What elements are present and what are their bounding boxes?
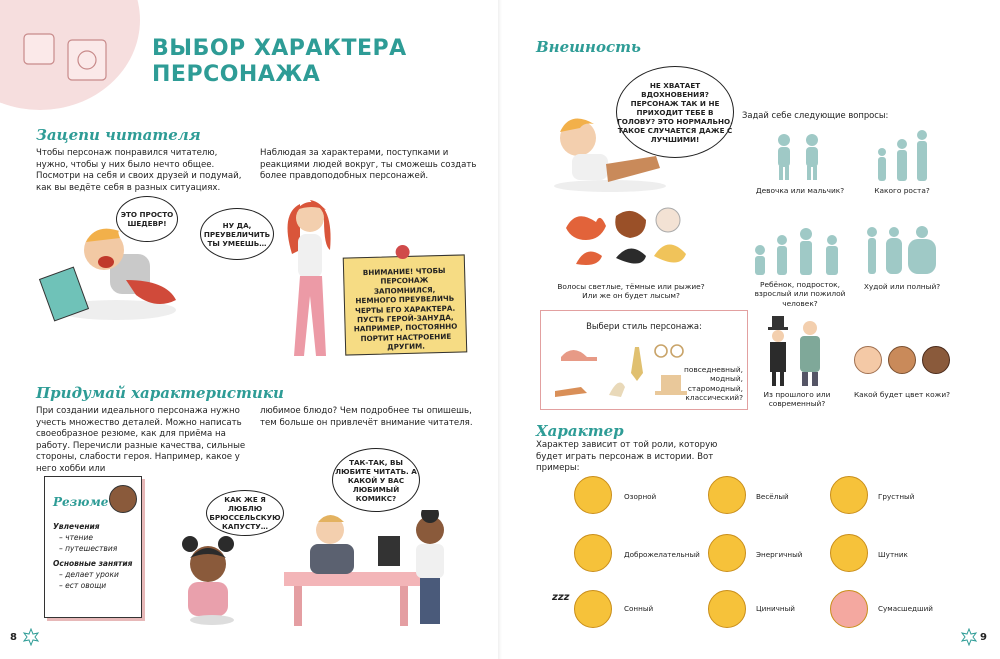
page-number-left: 8 [10, 632, 17, 643]
girl-redhead-illustration [270, 196, 350, 366]
caption-era: Из прошлого или современный? [763, 390, 831, 409]
style-box [540, 310, 748, 410]
page-gutter [498, 0, 502, 659]
page-title [152, 36, 407, 88]
resume-title: Резюме [53, 495, 109, 509]
girl-eating-illustration [168, 536, 248, 626]
resume-hobbies: Увлечения [53, 522, 100, 531]
character-text: Характер зависит от той роли, которую будет играть персонаж в истории. Вот примеры: [536, 440, 718, 474]
look-heading: Внешность [536, 38, 641, 56]
title-line-2: ПЕРСОНАЖА [152, 62, 321, 87]
traits-text-1: При создании идеального персонажа нужно учесть множество деталей. Можно написать своеобразное резюме, как для приёма на работу. Перечисли разные качества, сильные стороны, слабости героя. Например, какое у него хобби или [36, 406, 246, 474]
sleep-zzz-icon: zzz [552, 592, 570, 603]
skin-face-3 [922, 346, 950, 374]
caption-age: Ребёнок, подросток, взрослый или пожилой человек? [754, 280, 846, 308]
emotion-label-9: Сумасшедший [878, 604, 933, 613]
hook-heading: Зацепи читателя [36, 126, 201, 144]
emotion-face-3 [830, 476, 868, 514]
caption-weight: Худой или полный? [863, 282, 941, 291]
emotion-face-8 [708, 590, 746, 628]
emotion-face-7 [574, 590, 612, 628]
caption-style: повседневный, модный, старомодный, классический? [684, 365, 743, 403]
style-title: Выбери стиль персонажа: [586, 321, 702, 331]
age-figures [752, 228, 848, 276]
resume-job-2: – ест овощи [59, 581, 107, 590]
resume-hobby-1: – чтение [59, 533, 93, 542]
hook-text-2: Наблюдая за характерами, поступками и реакциями людей вокруг, ты сможешь создать более правдоподобных персонажей. [260, 148, 477, 182]
skin-face-2 [888, 346, 916, 374]
speech-bubble-1: ЭТО ПРОСТО ШЕДЕВР! [116, 196, 178, 242]
speech-bubble-2: НУ ДА, ПРЕУВЕЛИЧИТЬ ТЫ УМЕЕШЬ… [200, 208, 274, 260]
speech-bubble-4: ТАК-ТАК, ВЫ ЛЮБИТЕ ЧИТАТЬ. А КАКОЙ У ВАС ЛЮБИМЫЙ КОМИКС? [332, 448, 420, 512]
gender-figures [770, 134, 830, 182]
resume-card [44, 476, 142, 618]
interview-illustration [280, 510, 470, 630]
resume-avatar [109, 485, 137, 513]
resume-job-1: – делает уроки [59, 570, 119, 579]
emotion-label-5: Энергичный [756, 550, 803, 559]
weight-figures [862, 226, 942, 276]
attention-note-text: ВНИМАНИЕ! ЧТОБЫ ПЕРСОНАЖ ЗАПОМНИЛСЯ, НЕМНОГО ПРЕУВЕЛИЧЬ ЧЕРТЫ ЕГО ХАРАКТЕРА. ПУСТЬ ГЕРОЙ-ЗАНУДА, НАПРИМЕР, ПОСТОЯННО ПОРТИТ НАСТРОЕНИЕ ДРУГИМ. [353, 265, 458, 352]
speech-bubble-5: НЕ ХВАТАЕТ ВДОХНОВЕНИЯ? ПЕРСОНАЖ ТАК И НЕ ПРИХОДИТ ТЕБЕ В ГОЛОВУ? ЭТО НОРМАЛЬНО. ТАКОЕ СЛУЧАЕТСЯ ДАЖЕ С ЛУЧШИМИ! [616, 66, 734, 158]
character-heading: Характер [536, 422, 624, 440]
cube-illustration [18, 20, 118, 90]
skin-face-1 [854, 346, 882, 374]
emotion-label-6: Шутник [878, 550, 908, 559]
traits-text-2: любимое блюдо? Чем подробнее ты опишешь, тем больше он привлечёт внимание читателя. [260, 406, 473, 428]
star-icon [22, 628, 40, 646]
emotion-label-2: Весёлый [756, 492, 789, 501]
speech-bubble-3: КАК ЖЕ Я ЛЮБЛЮ БРЮССЕЛЬСКУЮ КАПУСТУ… [206, 490, 284, 536]
accessories-illustration [549, 339, 689, 403]
emotion-face-5 [708, 534, 746, 572]
emotion-label-1: Озорной [624, 492, 657, 501]
emotion-label-7: Сонный [624, 604, 654, 613]
emotion-face-2 [708, 476, 746, 514]
emotion-face-9 [830, 590, 868, 628]
hairstyles-illustration [556, 206, 706, 276]
emotion-face-4 [574, 534, 612, 572]
caption-skin: Какой будет цвет кожи? [853, 390, 951, 399]
traits-heading: Придумай характеристики [36, 384, 284, 402]
star-icon-right [960, 628, 978, 646]
height-figures [872, 130, 932, 182]
hook-text-1: Чтобы персонаж понравился читателю, нужно, чтобы у них было нечто общее. Посмотри на себя и своих друзей и подумай, как вы ведёте себя в разных ситуациях. [36, 148, 242, 193]
caption-height: Какого роста? [874, 186, 930, 195]
caption-hair: Волосы светлые, тёмные или рыжие? Или же он будет лысым? [557, 282, 705, 301]
emotion-face-1 [574, 476, 612, 514]
attention-note [343, 254, 468, 355]
title-line-1: ВЫБОР ХАРАКТЕРА [152, 36, 407, 61]
page-number-right: 9 [980, 632, 987, 643]
resume-hobby-2: – путешествия [59, 544, 118, 553]
emotion-label-4: Доброжелательный [624, 550, 700, 559]
emotion-face-6 [830, 534, 868, 572]
era-figures [764, 314, 830, 388]
questions-intro: Задай себе следующие вопросы: [742, 110, 889, 120]
caption-gender: Девочка или мальчик? [755, 186, 845, 195]
resume-jobs: Основные занятия [53, 559, 133, 568]
emotion-label-3: Грустный [878, 492, 915, 501]
emotion-label-8: Циничный [756, 604, 795, 613]
